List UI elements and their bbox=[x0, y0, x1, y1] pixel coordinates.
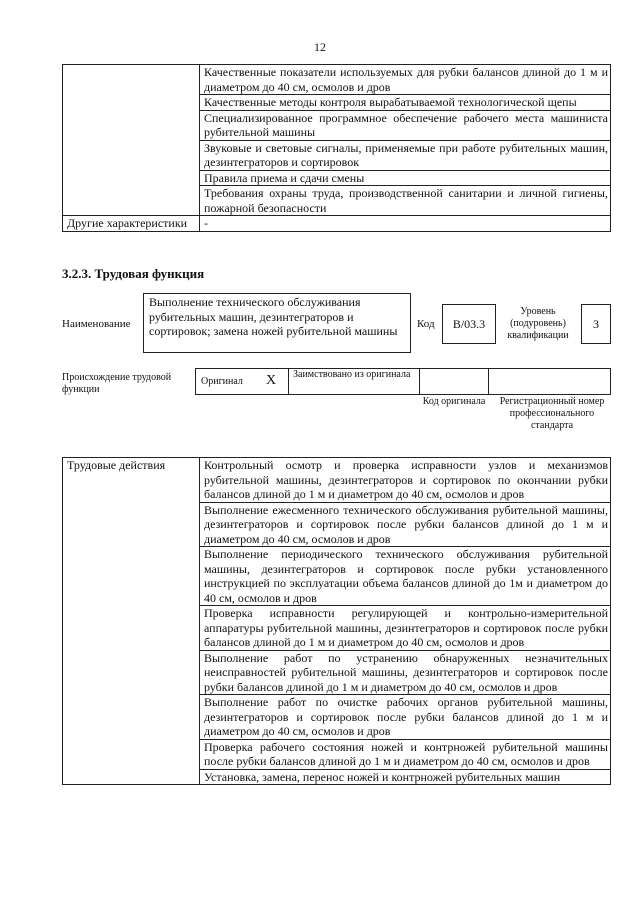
table-cell-empty bbox=[63, 65, 200, 216]
table-cell: Специализированное программное обеспечение рабочего места машиниста рубительной машины bbox=[200, 110, 611, 140]
function-name-box: Выполнение технического обслуживания рубительных машин, дезинтеграторов и сортировок; замена ножей рубительной машины bbox=[143, 293, 411, 353]
original-mark: X bbox=[266, 373, 277, 388]
reg-number-label: Регистрационный номер профессионального стандарта bbox=[499, 396, 605, 431]
table-cell: Качественные показатели используемых для рубки балансов длиной до 1 м и диаметром до 40 см, осмолов и дров bbox=[200, 65, 611, 95]
table-cell: Требования охраны труда, производственной санитарии и личной гигиены, пожарной безопасности bbox=[200, 186, 611, 216]
table-cell: Звуковые и световые сигналы, применяемые при работе рубительных машин, дезинтеграторов и сортировок bbox=[200, 140, 611, 170]
table-cell: Выполнение периодического технического обслуживания рубительной машины, дезинтеграторов и сортировок после рубки установленного инструкцией по эксплуатации объема балансов длиной до 1м и диаметром до 40 см, осмолов и дров bbox=[200, 547, 611, 606]
code-original-label: Код оригинала bbox=[422, 396, 486, 407]
code-box: B/03.3 bbox=[442, 304, 496, 344]
level-box: 3 bbox=[581, 304, 611, 344]
table-cell: Установка, замена, перенос ножей и контрножей рубительных машин bbox=[200, 769, 611, 785]
origin-label: Происхождение трудовой функции bbox=[62, 372, 172, 395]
divider bbox=[419, 368, 420, 395]
table-cell: Проверка исправности регулирующей и контрольно-измерительной аппаратуры рубительной машины, дезинтеграторов и сортировок после рубки балансов длиной до 1 м и диаметром до 40 см, осмолов и дров bbox=[200, 606, 611, 651]
name-label: Наименование bbox=[62, 318, 131, 330]
table-row bbox=[63, 65, 611, 95]
code-label: Код bbox=[417, 318, 435, 330]
divider bbox=[288, 368, 289, 395]
level-label: Уровень (подуровень) квалификации bbox=[507, 306, 569, 341]
table-cell: Правила приема и сдачи смены bbox=[200, 170, 611, 186]
other-characteristics-label: Другие характеристики bbox=[63, 216, 200, 232]
table-cell: Проверка рабочего состояния ножей и контрножей рубительной машины после рубки балансов длиной до 1 м и диаметром до 40 см, осмолов и дров bbox=[200, 739, 611, 769]
table-cell: Качественные методы контроля вырабатываемой технологической щепы bbox=[200, 95, 611, 111]
original-label: Оригинал bbox=[201, 376, 243, 387]
table-cell: - bbox=[200, 216, 611, 232]
table-cell: Выполнение работ по очистке рабочих органов рубительной машины, дезинтеграторов и сортировок после рубки балансов длиной до 1 м и диаметром до 40 см, осмолов и дров bbox=[200, 695, 611, 740]
table-row bbox=[63, 458, 611, 503]
knowledge-table bbox=[62, 64, 611, 232]
borrowed-label: Заимствовано из оригинала bbox=[293, 369, 411, 380]
table-cell: Выполнение ежесменного технического обслуживания рубительной машины, дезинтеграторов и сортировок после рубки балансов длиной до 1 м и диаметром до 40 см, осмолов и дров bbox=[200, 502, 611, 547]
page-number: 12 bbox=[314, 40, 326, 54]
table-cell: Выполнение работ по устранению обнаруженных незначительных неисправностей рубительной машины, дезинтеграторов и сортировок после рубки балансов длиной до 1 м и диаметром до 40 см, осмолов и дров bbox=[200, 650, 611, 695]
table-row bbox=[63, 216, 611, 232]
labor-actions-label: Трудовые действия bbox=[63, 458, 200, 785]
divider bbox=[488, 368, 489, 395]
table-cell: Контрольный осмотр и проверка исправности узлов и механизмов рубительной машины, дезинтеграторов и сортировок по окончании рубки балансов длиной до 1 м и диаметром до 40 см, осмолов и дров bbox=[200, 458, 611, 503]
labor-actions-table bbox=[62, 457, 611, 785]
section-heading: 3.2.3. Трудовая функция bbox=[62, 266, 205, 281]
